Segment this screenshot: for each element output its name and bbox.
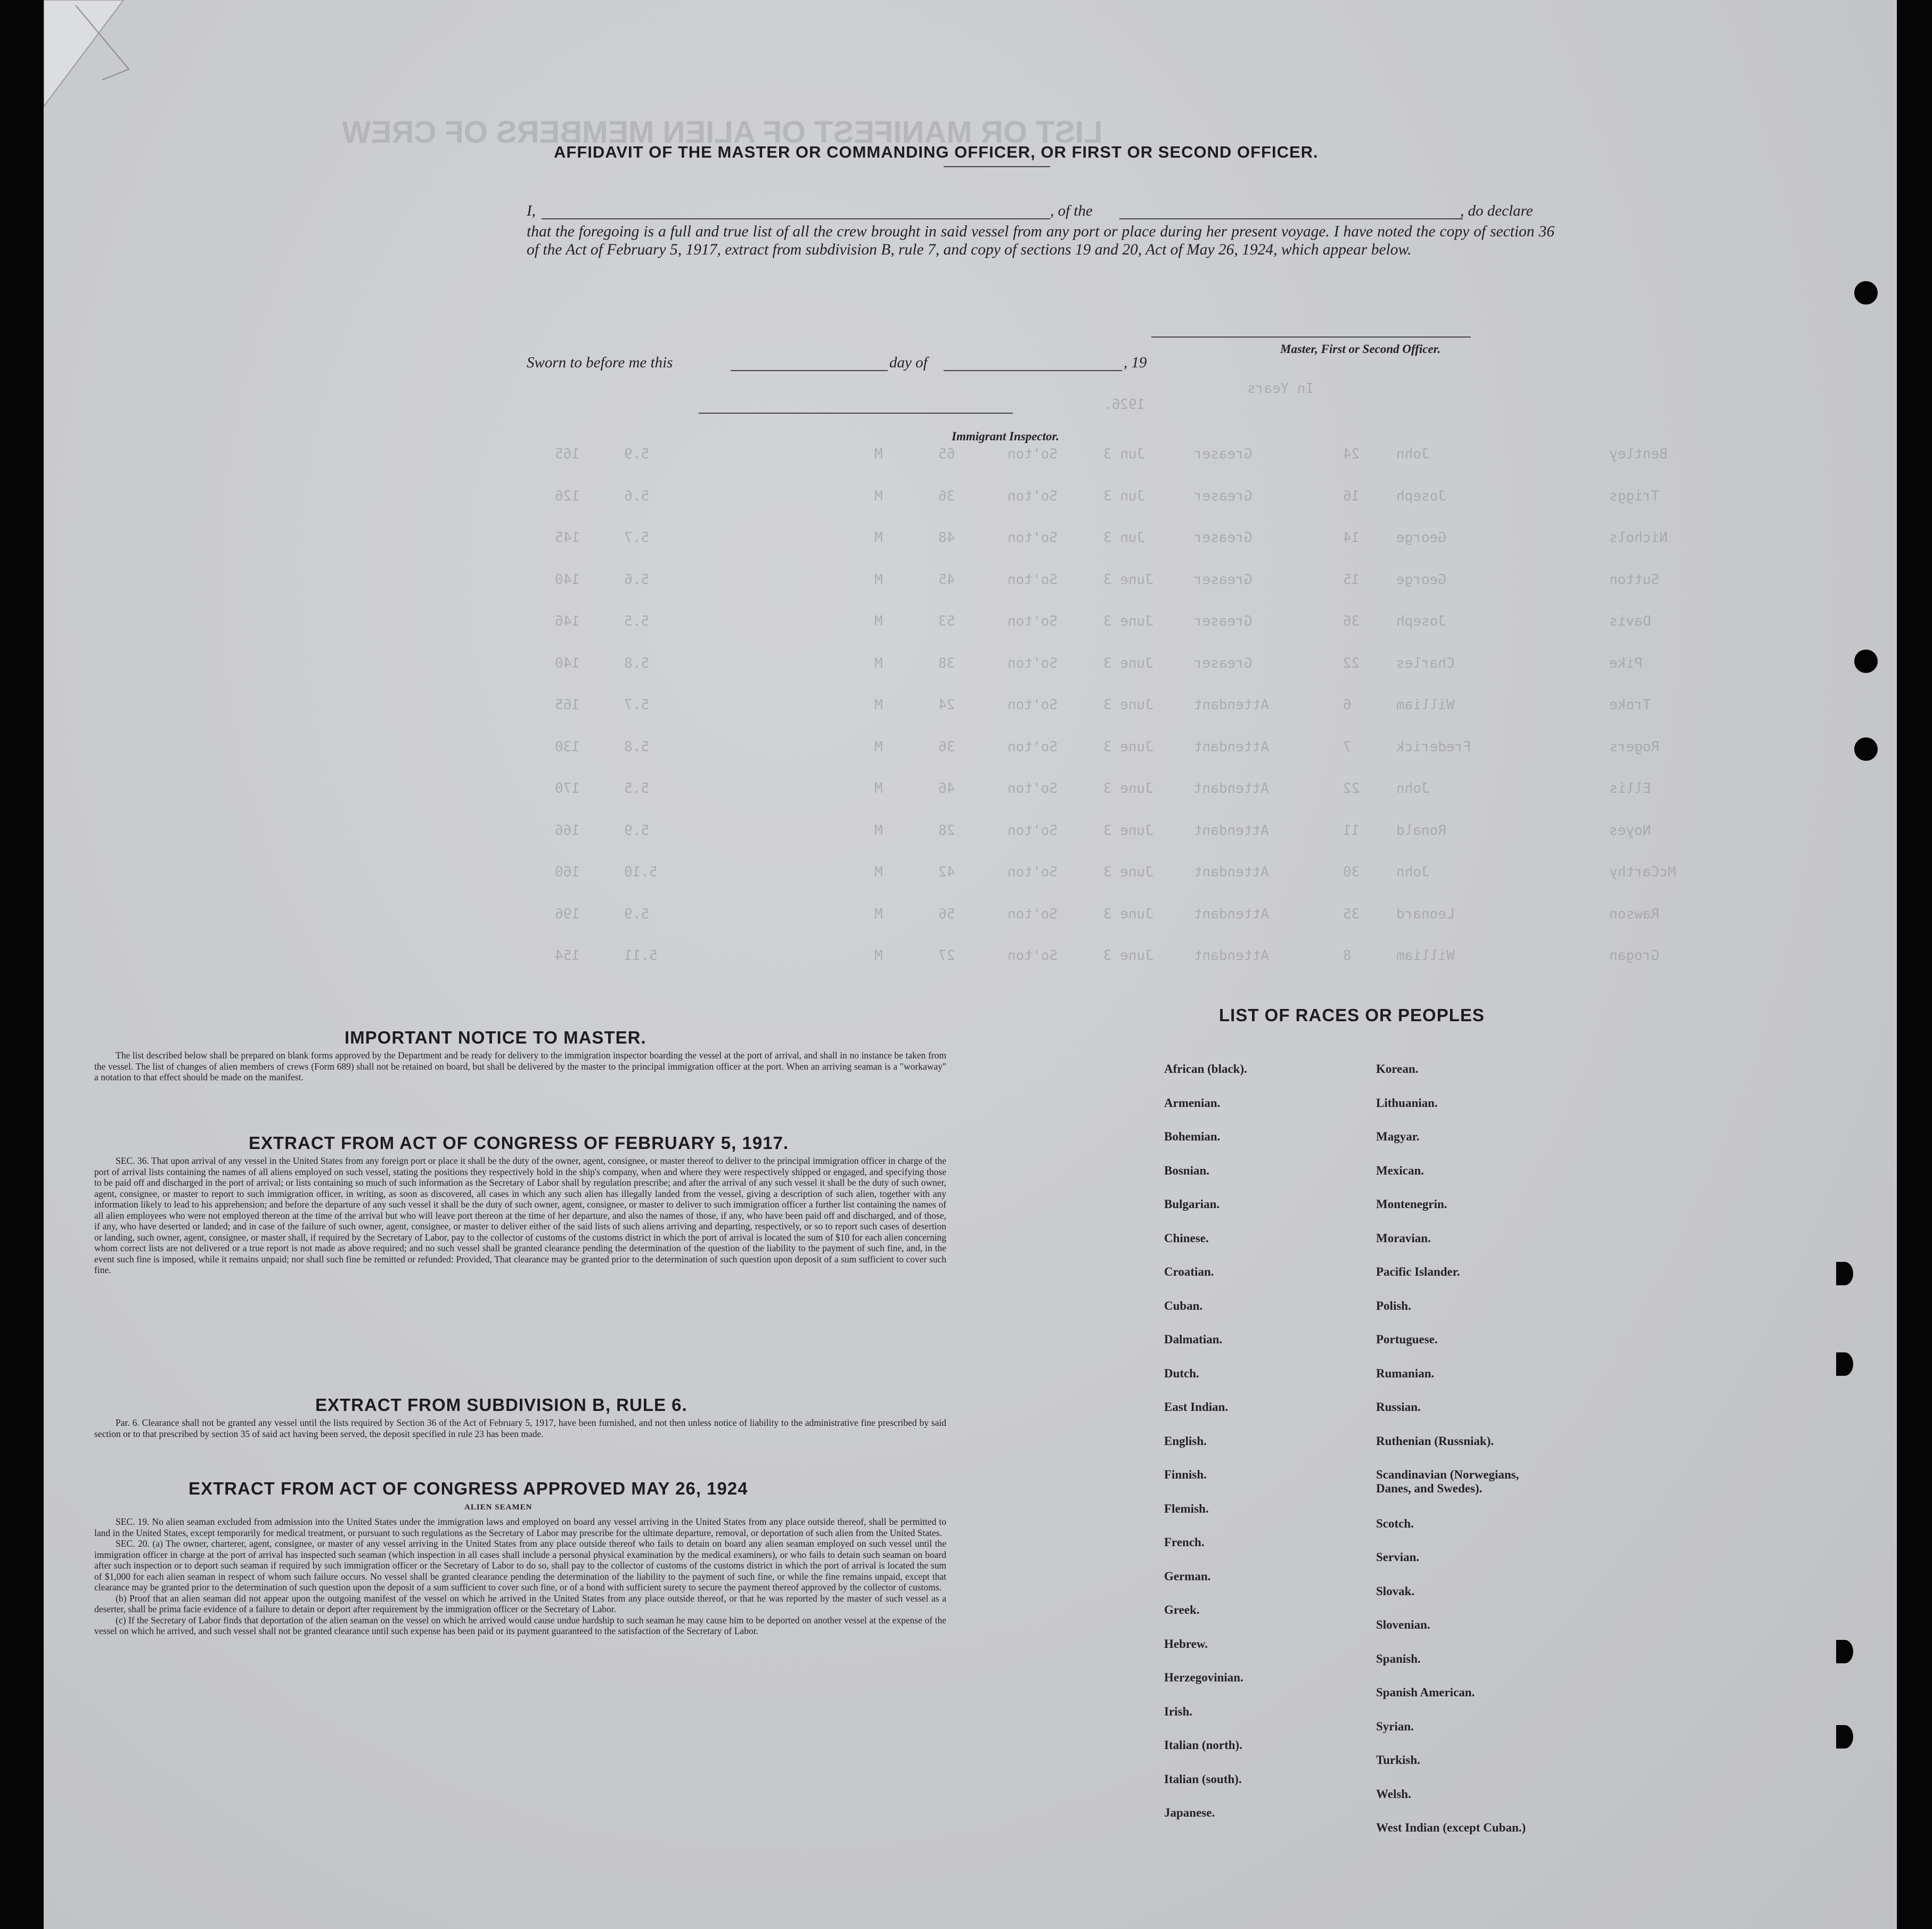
- bleed-through-cell: 45: [938, 571, 955, 588]
- inspector-signature-field[interactable]: [699, 413, 1013, 414]
- bleed-through-cell: So'ton: [1008, 655, 1058, 671]
- race-item: Servian.: [1376, 1550, 1420, 1564]
- extract-rule6-title: EXTRACT FROM SUBDIVISION B, RULE 6.: [315, 1395, 687, 1415]
- bleed-through-cell: Attendant: [1194, 781, 1269, 797]
- bleed-through-cell: 16: [1343, 488, 1360, 504]
- race-item: East Indian.: [1164, 1400, 1229, 1414]
- race-item: Chinese.: [1164, 1231, 1209, 1245]
- race-item: Lithuanian.: [1376, 1096, 1438, 1110]
- bleed-through-cell: 38: [938, 655, 955, 671]
- bleed-through-cell: 126: [555, 488, 580, 504]
- master-signature-field[interactable]: [1151, 336, 1471, 338]
- bleed-through-cell: Bentley: [1609, 446, 1668, 462]
- race-item: Hebrew.: [1164, 1637, 1208, 1651]
- race-item: Bosnian.: [1164, 1163, 1210, 1177]
- bleed-through-cell: M: [874, 613, 883, 629]
- race-item: Magyar.: [1376, 1130, 1420, 1143]
- race-item: Slovenian.: [1376, 1618, 1430, 1631]
- bleed-through-cell: 5.8: [624, 738, 649, 755]
- bleed-through-cell: Attendant: [1194, 738, 1269, 755]
- bleed-through-cell: 28: [938, 822, 955, 839]
- bleed-through-cell: Jun 3: [1103, 446, 1145, 462]
- bleed-through-cell: June 3: [1103, 571, 1153, 588]
- race-item: Italian (north).: [1164, 1738, 1242, 1752]
- race-item: Portuguese.: [1376, 1333, 1438, 1346]
- bleed-through-cell: 165: [555, 697, 580, 713]
- bleed-through-cell: Grogan: [1609, 948, 1659, 964]
- inspector-label: Immigrant Inspector.: [952, 430, 1059, 443]
- race-item: Moravian.: [1376, 1231, 1431, 1245]
- bleed-through-cell: 154: [555, 948, 580, 964]
- bleed-through-cell: 5.11: [624, 948, 658, 964]
- bleed-through-cell: Ellis: [1609, 781, 1651, 797]
- sworn-day-field[interactable]: [731, 370, 888, 371]
- race-item: Russian.: [1376, 1400, 1421, 1414]
- bleed-through-cell: John: [1396, 864, 1430, 880]
- bleed-through-cell: 6: [1343, 697, 1352, 713]
- signature-label: Master, First or Second Officer.: [1280, 342, 1441, 356]
- notice-text: The list described below shall be prepared on blank forms approved by the Department and be ready for delivery to the immigration inspector boarding the vessel at the port of arrival, and shall in no instance be taken from the vessel. The list of changes of alien members of crews (Form 689) shall not be retained on board, but shall be delivered by the master to the principal immigration officer at the port. When an arriving seaman is a "workaway" a notation to that effect should be made on the manifest.: [94, 1050, 946, 1082]
- bleed-through-cell: M: [874, 948, 883, 964]
- bleed-through-cell: Joseph: [1396, 613, 1446, 629]
- bleed-through-cell: Attendant: [1194, 864, 1269, 880]
- bleed-through-cell: 5.7: [624, 697, 649, 713]
- bleed-through-cell: 166: [555, 822, 580, 839]
- bleed-through-cell: 5.6: [624, 488, 649, 504]
- race-item: Italian (south).: [1164, 1772, 1242, 1786]
- folded-corner: [44, 0, 171, 112]
- bleed-through-cell: 5.10: [624, 864, 658, 880]
- race-item: Welsh.: [1376, 1787, 1411, 1801]
- extract-1917-title: EXTRACT FROM ACT OF CONGRESS OF FEBRUARY 5, 1917.: [249, 1133, 789, 1153]
- bleed-through-cell: June 3: [1103, 613, 1153, 629]
- punch-hole: [1836, 1352, 1853, 1376]
- race-item: Finnish.: [1164, 1468, 1207, 1481]
- bleed-through-year: 1926.: [1103, 397, 1145, 413]
- sec-19-text: SEC. 19. No alien seaman excluded from admission into the United States under the immigration laws and employed on board any vessel arriving in the United States from any place outside thereof, shall be permitted to land in the United States, except temporarily for medical treatment, or pursuant to such regulations as the Secretary of Labor may prescribe for the ultimate departure, removal, or deportation of such alien from the United States.: [94, 1516, 946, 1538]
- bleed-through-cell: 5.5: [624, 613, 649, 629]
- race-item: African (black).: [1164, 1062, 1247, 1076]
- bleed-through-cell: June 3: [1103, 822, 1153, 839]
- bleed-through-cell: Jun 3: [1103, 488, 1145, 504]
- bleed-through-cell: Charles: [1396, 655, 1455, 671]
- race-item: West Indian (except Cuban.): [1376, 1821, 1526, 1834]
- bleed-through-cell: Triggs: [1609, 488, 1659, 504]
- bleed-through-cell: 22: [1343, 655, 1360, 671]
- bleed-through-cell: 5.9: [624, 906, 649, 922]
- sec-20b-text: (b) Proof that an alien seaman did not appear upon the outgoing manifest of the vessel on which he arrived in the United States from any place outside thereof, or that he was reported by the master of such vessel as a deserter, shall be prima facie evidence of a failure to detain or deport after requirement by the immigration officer or the Secretary of Labor.: [94, 1593, 946, 1614]
- bleed-through-cell: Attendant: [1194, 948, 1269, 964]
- bleed-through-cell: Pike: [1609, 655, 1643, 671]
- bleed-through-cell: So'ton: [1008, 488, 1058, 504]
- bleed-through-cell: Jun 3: [1103, 530, 1145, 546]
- bleed-through-cell: So'ton: [1008, 822, 1058, 839]
- bleed-through-cell: So'ton: [1008, 864, 1058, 880]
- bleed-through-cell: Davis: [1609, 613, 1651, 629]
- bleed-through-cell: Attendant: [1194, 822, 1269, 839]
- extract-1924-text: [94, 1516, 946, 1637]
- bleed-through-cell: 145: [555, 530, 580, 546]
- race-item: Scandinavian (Norwegians, Danes, and Swedes).: [1376, 1468, 1519, 1495]
- bleed-through-cell: Troke: [1609, 697, 1651, 713]
- bleed-through-cell: June 3: [1103, 906, 1153, 922]
- bleed-through-cell: M: [874, 822, 883, 839]
- bleed-through-cell: June 3: [1103, 655, 1153, 671]
- day-of-label: day of: [889, 354, 928, 371]
- race-item: Montenegrin.: [1376, 1197, 1447, 1211]
- bleed-through-cell: June 3: [1103, 697, 1153, 713]
- bleed-through-cell: Attendant: [1194, 906, 1269, 922]
- bleed-through-cell: 24: [1343, 446, 1360, 462]
- bleed-through-cell: So'ton: [1008, 906, 1058, 922]
- sworn-month-field[interactable]: [944, 370, 1122, 371]
- extract-1924-subtitle: ALIEN SEAMEN: [464, 1503, 533, 1512]
- bleed-through-cell: 22: [1343, 781, 1360, 797]
- bleed-through-cell: 15: [1343, 571, 1360, 588]
- bleed-through-cell: 170: [555, 781, 580, 797]
- bleed-through-cell: 27: [938, 948, 955, 964]
- bleed-through-cell: 30: [1343, 864, 1360, 880]
- bleed-through-cell: 5.6: [624, 571, 649, 588]
- bleed-through-cell: George: [1396, 530, 1446, 546]
- bleed-through-cell: William: [1396, 948, 1455, 964]
- bleed-through-cell: Greaser: [1194, 488, 1252, 504]
- bleed-through-cell: June 3: [1103, 738, 1153, 755]
- bleed-through-cell: M: [874, 697, 883, 713]
- race-item: Bulgarian.: [1164, 1197, 1220, 1211]
- punch-hole: [1854, 650, 1878, 673]
- race-item: German.: [1164, 1569, 1211, 1583]
- bleed-through-cell: 8: [1343, 948, 1352, 964]
- bleed-through-cell: 7: [1343, 738, 1352, 755]
- bleed-through-cell: Greaser: [1194, 446, 1252, 462]
- extract-1917-text: SEC. 36. That upon arrival of any vessel in the United States from any foreign port or place it shall be the duty of the owner, agent, consignee, or master thereof to deliver to the principal immigration officer in charge of the port of arrival lists containing the names of all aliens employed on such vessel, stating the positions they respectively hold in the ship's company, when and where they were respectively shipped or engaged, and specifying those to be paid off and discharged in the port of arrival; or lists containing so much of such information as the Secretary of Labor shall by regulation prescribe; and after the arrival of any such vessel it shall be the duty of such owner, agent, consignee, or master to report to such immigration officer, in writing, as soon as discovered, all cases in which any such alien has illegally landed from the vessel, giving a description of such alien, together with any information likely to lead to his apprehension; and before the departure of any such vessel it shall be the duty of such owner, agent, consignee, or master to deliver to such immigration officer a further list containing the names of all alien employees who were not employed thereon at the time of the arrival but who will leave port thereon at the time of her departure, and also the names of those, if any, who have been paid off and discharged, and of those, if any, who have deserted or landed; and in case of the failure of such owner, agent, consignee, or master to deliver either of the said lists of such aliens arriving and departing, respectively, or so to report such cases of desertion or landing, such owner, agent, consignee, or master shall, if required by the Secretary of Labor, pay to the collector of customs of the customs district in which the port of arrival is located the sum of $10 for each alien concerning whom correct lists are not delivered or a true report is not made as above required; and no such vessel shall be granted clearance pending the determination of the question of the liability to the payment of such fine, and, in the event such fine is imposed, while it remains unpaid; nor shall such fine be remitted or refunded: Provided, That clearance may be granted prior to the determination of such question upon deposit of a sum sufficient to cover such fine.: [94, 1155, 946, 1275]
- bleed-through-header: LIST OR MANIFEST OF ALIEN MEMBERS OF CREW: [342, 115, 1103, 150]
- race-item: Spanish American.: [1376, 1686, 1475, 1699]
- bleed-through-cell: 65: [938, 446, 955, 462]
- bleed-through-cell: 140: [555, 655, 580, 671]
- bleed-through-cell: Attendant: [1194, 697, 1269, 713]
- bleed-through-cell: So'ton: [1008, 738, 1058, 755]
- bleed-through-cell: 24: [938, 697, 955, 713]
- race-item: Pacific Islander.: [1376, 1265, 1460, 1278]
- bleed-through-cell: M: [874, 530, 883, 546]
- extract-rule6-text: Par. 6. Clearance shall not be granted any vessel until the lists required by Section 36 of the Act of February 5, 1917, have been furnished, and not then unless notice of liability to the administrative fine prescribed by said section or to that prescribed by section 35 of said act having been served, the deposit specified in rule 23 has been made.: [94, 1417, 946, 1439]
- race-item: Bohemian.: [1164, 1130, 1221, 1143]
- race-item: Syrian.: [1376, 1719, 1414, 1733]
- bleed-through-cell: M: [874, 864, 883, 880]
- bleed-through-cell: John: [1396, 446, 1430, 462]
- race-item: Greek.: [1164, 1603, 1200, 1616]
- bleed-through-cell: 130: [555, 738, 580, 755]
- bleed-through-cell: 11: [1343, 822, 1360, 839]
- bleed-through-cell: John: [1396, 781, 1430, 797]
- title-rule: [944, 166, 1050, 167]
- race-item: Dutch.: [1164, 1366, 1199, 1380]
- race-item: Flemish.: [1164, 1501, 1209, 1515]
- race-item: French.: [1164, 1536, 1205, 1549]
- bleed-through-cell: M: [874, 446, 883, 462]
- race-item: Rumanian.: [1376, 1366, 1435, 1380]
- race-item: Irish.: [1164, 1704, 1193, 1718]
- bleed-through-cell: M: [874, 488, 883, 504]
- race-item: Korean.: [1376, 1062, 1419, 1076]
- race-item: Dalmatian.: [1164, 1333, 1223, 1346]
- bleed-through-cell: 5.9: [624, 822, 649, 839]
- notice-title: IMPORTANT NOTICE TO MASTER.: [345, 1028, 646, 1047]
- race-item: Japanese.: [1164, 1806, 1215, 1819]
- bleed-through-cell: M: [874, 781, 883, 797]
- bleed-through-cell: 165: [555, 446, 580, 462]
- race-item: Armenian.: [1164, 1096, 1221, 1110]
- bleed-through-cell: 140: [555, 571, 580, 588]
- bleed-through-cell: 56: [938, 906, 955, 922]
- bleed-through-cell: So'ton: [1008, 530, 1058, 546]
- bleed-through-ages-label: In Years: [1247, 381, 1314, 397]
- race-item: Croatian.: [1164, 1265, 1214, 1278]
- bleed-through-cell: So'ton: [1008, 613, 1058, 629]
- bleed-through-cell: 42: [938, 864, 955, 880]
- bleed-through-cell: Greaser: [1194, 571, 1252, 588]
- punch-hole: [1836, 1262, 1853, 1285]
- bleed-through-cell: Joseph: [1396, 488, 1446, 504]
- bleed-through-cell: 36: [938, 488, 955, 504]
- bleed-through-cell: So'ton: [1008, 571, 1058, 588]
- bleed-through-cell: 5.9: [624, 446, 649, 462]
- punch-hole: [1854, 737, 1878, 761]
- bleed-through-cell: 53: [938, 613, 955, 629]
- race-item: Cuban.: [1164, 1299, 1203, 1312]
- bleed-through-cell: June 3: [1103, 948, 1153, 964]
- race-item: Spanish.: [1376, 1652, 1421, 1665]
- race-item: English.: [1164, 1434, 1207, 1448]
- bleed-through-cell: George: [1396, 571, 1446, 588]
- sworn-prefix: Sworn to before me this: [527, 354, 673, 371]
- bleed-through-cell: 196: [555, 906, 580, 922]
- bleed-through-cell: 160: [555, 864, 580, 880]
- sec-20c-text: (c) If the Secretary of Labor finds that deportation of the alien seaman on the vessel on which he arrived would cause undue hardship to such seaman he may cause him to be deported on another vessel at the expense of the vessel on which he arrived, and such vessel shall not be granted clearance until such expense has been paid or its payment guaranteed to the satisfaction of the Secretary of Labor.: [94, 1614, 946, 1636]
- document-sheet: [44, 0, 1897, 1929]
- punch-hole: [1854, 281, 1878, 305]
- affidavit-title: AFFIDAVIT OF THE MASTER OR COMMANDING OFFICER, OR FIRST OR SECOND OFFICER.: [554, 143, 1319, 161]
- bleed-through-cell: 36: [1343, 613, 1360, 629]
- bleed-through-cell: Rogers: [1609, 738, 1659, 755]
- bleed-through-cell: So'ton: [1008, 446, 1058, 462]
- bleed-through-cell: M: [874, 571, 883, 588]
- punch-hole: [1836, 1640, 1853, 1663]
- bleed-through-cell: 14: [1343, 530, 1360, 546]
- bleed-through-cell: 35: [1343, 906, 1360, 922]
- races-title: LIST OF RACES OR PEOPLES: [1219, 1005, 1485, 1025]
- race-item: Ruthenian (Russniak).: [1376, 1434, 1494, 1448]
- bleed-through-cell: June 3: [1103, 781, 1153, 797]
- race-item: Herzegovinian.: [1164, 1671, 1243, 1684]
- master-name-field[interactable]: [542, 218, 1050, 219]
- bleed-through-cell: 48: [938, 530, 955, 546]
- year-prefix: , 19: [1124, 354, 1147, 371]
- bleed-through-cell: Greaser: [1194, 530, 1252, 546]
- sec-20a-text: SEC. 20. (a) The owner, charterer, agent, consignee, or master of any vessel arriving in the United States from any place outside thereof who fails to detain on board any alien seaman employed on such vessel until the immigration officer in charge at the port of arrival has inspected such seaman (which inspection in all cases shall include a personal physical examination by the medical examiners), or who fails to detain such seaman on board after such inspection or to deport such seaman if required by such immigration officer or the Secretary of Labor to do so, shall pay to the collector of customs of the customs district in which the port of arrival is located the sum of $1,000 for each alien seaman in respect of whom such failure occurs. No vessel shall be granted clearance pending the determination of the liability to the payment of such fine, or while the fine remains unpaid, except that clearance may be granted prior to the determination of such question upon the deposit of a sum sufficient to cover such fine, or of a bond with sufficient surety to secure the payment thereof approved by the collector of customs.: [94, 1538, 946, 1593]
- bleed-through-cell: June 3: [1103, 864, 1153, 880]
- affidavit-i-prefix: I,: [527, 202, 536, 219]
- bleed-through-cell: So'ton: [1008, 697, 1058, 713]
- bleed-through-cell: Leonard: [1396, 906, 1455, 922]
- bleed-through-cell: 5.5: [624, 781, 649, 797]
- bleed-through-cell: Rawson: [1609, 906, 1659, 922]
- bleed-through-cell: So'ton: [1008, 948, 1058, 964]
- bleed-through-cell: M: [874, 738, 883, 755]
- race-item: Mexican.: [1376, 1163, 1425, 1177]
- bleed-through-cell: Greaser: [1194, 655, 1252, 671]
- punch-hole: [1836, 1725, 1853, 1749]
- bleed-through-cell: Greaser: [1194, 613, 1252, 629]
- bleed-through-cell: M: [874, 906, 883, 922]
- bleed-through-cell: 5.7: [624, 530, 649, 546]
- affidavit-of-the: , of the: [1050, 202, 1093, 219]
- affidavit-do-declare: , do declare: [1460, 202, 1533, 219]
- race-item: Turkish.: [1376, 1753, 1420, 1767]
- bleed-through-cell: Sutton: [1609, 571, 1659, 588]
- race-item: Slovak.: [1376, 1584, 1415, 1598]
- bleed-through-cell: M: [874, 655, 883, 671]
- bleed-through-cell: Ronald: [1396, 822, 1446, 839]
- bleed-through-cell: Nichols: [1609, 530, 1668, 546]
- vessel-name-field[interactable]: [1119, 218, 1463, 219]
- bleed-through-cell: Frederick: [1396, 738, 1471, 755]
- race-item: Scotch.: [1376, 1516, 1414, 1530]
- bleed-through-cell: 46: [938, 781, 955, 797]
- race-item: Polish.: [1376, 1299, 1411, 1312]
- bleed-through-cell: William: [1396, 697, 1455, 713]
- bleed-through-cell: McCarthy: [1609, 864, 1676, 880]
- bleed-through-cell: Noyes: [1609, 822, 1651, 839]
- bleed-through-cell: So'ton: [1008, 781, 1058, 797]
- extract-1924-title: EXTRACT FROM ACT OF CONGRESS APPROVED MAY 26, 1924: [189, 1479, 748, 1498]
- bleed-through-cell: 36: [938, 738, 955, 755]
- affidavit-body: that the foregoing is a full and true list of all the crew brought in said vessel from any port or place during her present voyage. I have noted the copy of section 36 of the Act of February 5, 1917, extract from subdivision B, rule 7, and copy of sections 19 and 20, Act of May 26, 1924, which appear below.: [527, 223, 1554, 258]
- bleed-through-cell: 5.8: [624, 655, 649, 671]
- bleed-through-cell: 146: [555, 613, 580, 629]
